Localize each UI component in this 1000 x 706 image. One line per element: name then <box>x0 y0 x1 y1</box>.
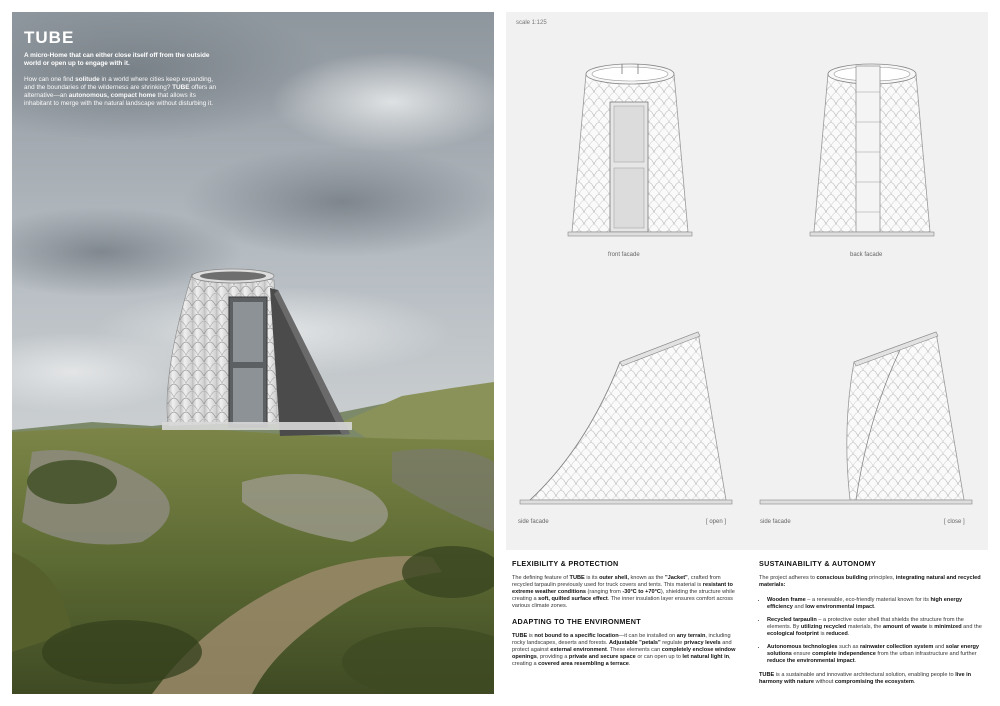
project-description: How can one find solitude in a world where cities keep expanding, and the boundaries of the wilderness are shrinking? TUBE offers an alternative—an autonomous, compact home that allows its inhabitant to merge with the natural landscape without disturbing it. <box>24 76 217 107</box>
sustainability-closing: TUBE is a sustainable and innovative architectural solution, enabling people to live in harmony with nature without compromising the ecosystem. <box>759 672 972 685</box>
sustainability-heading: SUSTAINABILITY & AUTONOMY <box>759 559 877 568</box>
side-facade-close-state: [ close ] <box>944 519 965 525</box>
side-facade-open-state: [ open ] <box>706 519 727 525</box>
side-facade-close-drawing <box>758 328 978 510</box>
side-facade-open-caption: side facade <box>518 519 549 525</box>
back-facade-drawing <box>806 56 938 246</box>
landscape-render-image <box>12 12 494 694</box>
sustainability-intro: The project adheres to conscious building principles, integrating natural and recycled materials: <box>759 575 981 588</box>
project-tagline: A micro-Home that can either close itself off from the outside world or open up to engage with it. <box>24 52 210 67</box>
adapting-paragraph: TUBE is not bound to a specific location—it can be installed on any terrain, including rocky landscapes, deserts and forests. Adjustable "petals" regulate privacy levels and protect against external environment. These elements can completely enclose window openings, providing a private and secure space or can open up to let natural light in, creating a covered area resembling a terrace. <box>512 633 736 667</box>
left-text-column <box>512 560 740 676</box>
flexibility-paragraph: The defining feature of TUBE is its outer shell, known as the "Jacket", crafted from recycled tarpaulin previously used for truck covers and tents. This material is resistant to extreme weather conditions (ranging from -30°C to +70°C), shielding the structure while creating a soft, quilted surface effect. The inner insulation layer ensures comfort across various climate zones. <box>512 575 735 609</box>
right-text-column <box>759 560 987 694</box>
back-facade-caption: back facade <box>850 252 883 258</box>
hero-render <box>12 12 494 694</box>
flexibility-heading: FLEXIBILITY & PROTECTION <box>512 559 619 568</box>
side-facade-close-caption: side facade <box>760 519 791 525</box>
adapting-heading: ADAPTING TO THE ENVIRONMENT <box>512 617 641 626</box>
facade-drawings-panel <box>506 12 988 550</box>
list-item-recycled-tarpaulin: • Recycled tarpaulin – a protective outer shell that shields the structure from the elements. By utilizing recycled materials, the amount of waste is minimized and the ecological footprint is reduced. <box>767 617 987 638</box>
side-facade-open-drawing <box>516 328 736 510</box>
front-facade-drawing <box>564 56 696 246</box>
front-facade-caption: front facade <box>608 252 640 258</box>
materials-list <box>759 597 987 665</box>
scale-label: scale 1:125 <box>516 20 547 26</box>
project-title: TUBE <box>24 28 75 47</box>
list-item-wooden-frame: • Wooden frame – a renewable, eco-friendly material known for its high energy efficiency and low environmental impact. <box>767 597 987 611</box>
list-item-autonomous-tech: • Autonomous technologies such as rainwater collection system and solar energy solutions ensure complete independence from the urban infrastructure and further reduce the environmental impact. <box>767 644 987 665</box>
intro-text-block <box>24 28 224 108</box>
